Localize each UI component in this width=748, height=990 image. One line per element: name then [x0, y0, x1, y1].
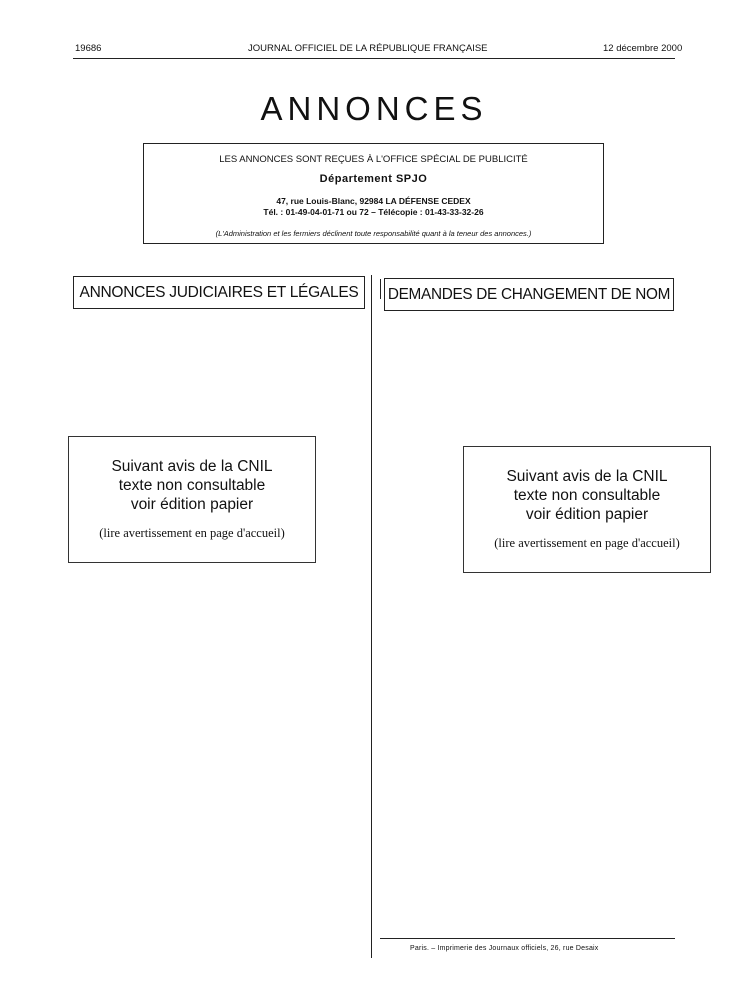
cnil-line2: texte non consultable: [118, 477, 266, 494]
office-disclaimer: (L'Administration et les fermiers déclinent toute responsabilité quant à la teneur des annonces.): [215, 229, 532, 238]
cnil-line3: voir édition papier: [130, 496, 254, 513]
header-rule: [73, 58, 675, 59]
office-phone: Tél. : 01-49-04-01-71 ou 72 – Télécopie : 01-43-33-32-26: [263, 207, 484, 217]
footer-rule: [380, 938, 675, 939]
cnil-notice-left: [68, 436, 316, 563]
cnil-line3: voir édition papier: [525, 506, 649, 523]
cnil-line2: texte non consultable: [513, 487, 661, 504]
office-department: Département SPJO: [319, 173, 428, 185]
page-number: 19686: [75, 43, 102, 54]
office-info-box: [143, 143, 604, 244]
column-divider: [371, 275, 372, 958]
cnil-line4: (lire avertissement en page d'accueil): [99, 526, 285, 540]
section-heading-left: ANNONCES JUDICIAIRES ET LÉGALES: [73, 276, 365, 309]
printer-imprint: Paris. – Imprimerie des Journaux officiels, 26, rue Desaix: [410, 945, 599, 952]
cnil-notice-right: [463, 446, 711, 573]
office-line: LES ANNONCES SONT REÇUES À L'OFFICE SPÉCIAL DE PUBLICITÉ: [219, 154, 528, 165]
journal-title: JOURNAL OFFICIEL DE LA RÉPUBLIQUE FRANÇAISE: [248, 43, 488, 54]
heading-tick: [380, 279, 381, 299]
page-title: ANNONCES: [260, 90, 488, 127]
cnil-line4: (lire avertissement en page d'accueil): [494, 536, 680, 550]
office-address: 47, rue Louis-Blanc, 92984 LA DÉFENSE CEDEX: [276, 196, 471, 206]
section-heading-right: DEMANDES DE CHANGEMENT DE NOM: [384, 278, 674, 311]
cnil-line1: Suivant avis de la CNIL: [111, 458, 273, 475]
cnil-line1: Suivant avis de la CNIL: [506, 468, 668, 485]
issue-date: 12 décembre 2000: [603, 43, 683, 54]
